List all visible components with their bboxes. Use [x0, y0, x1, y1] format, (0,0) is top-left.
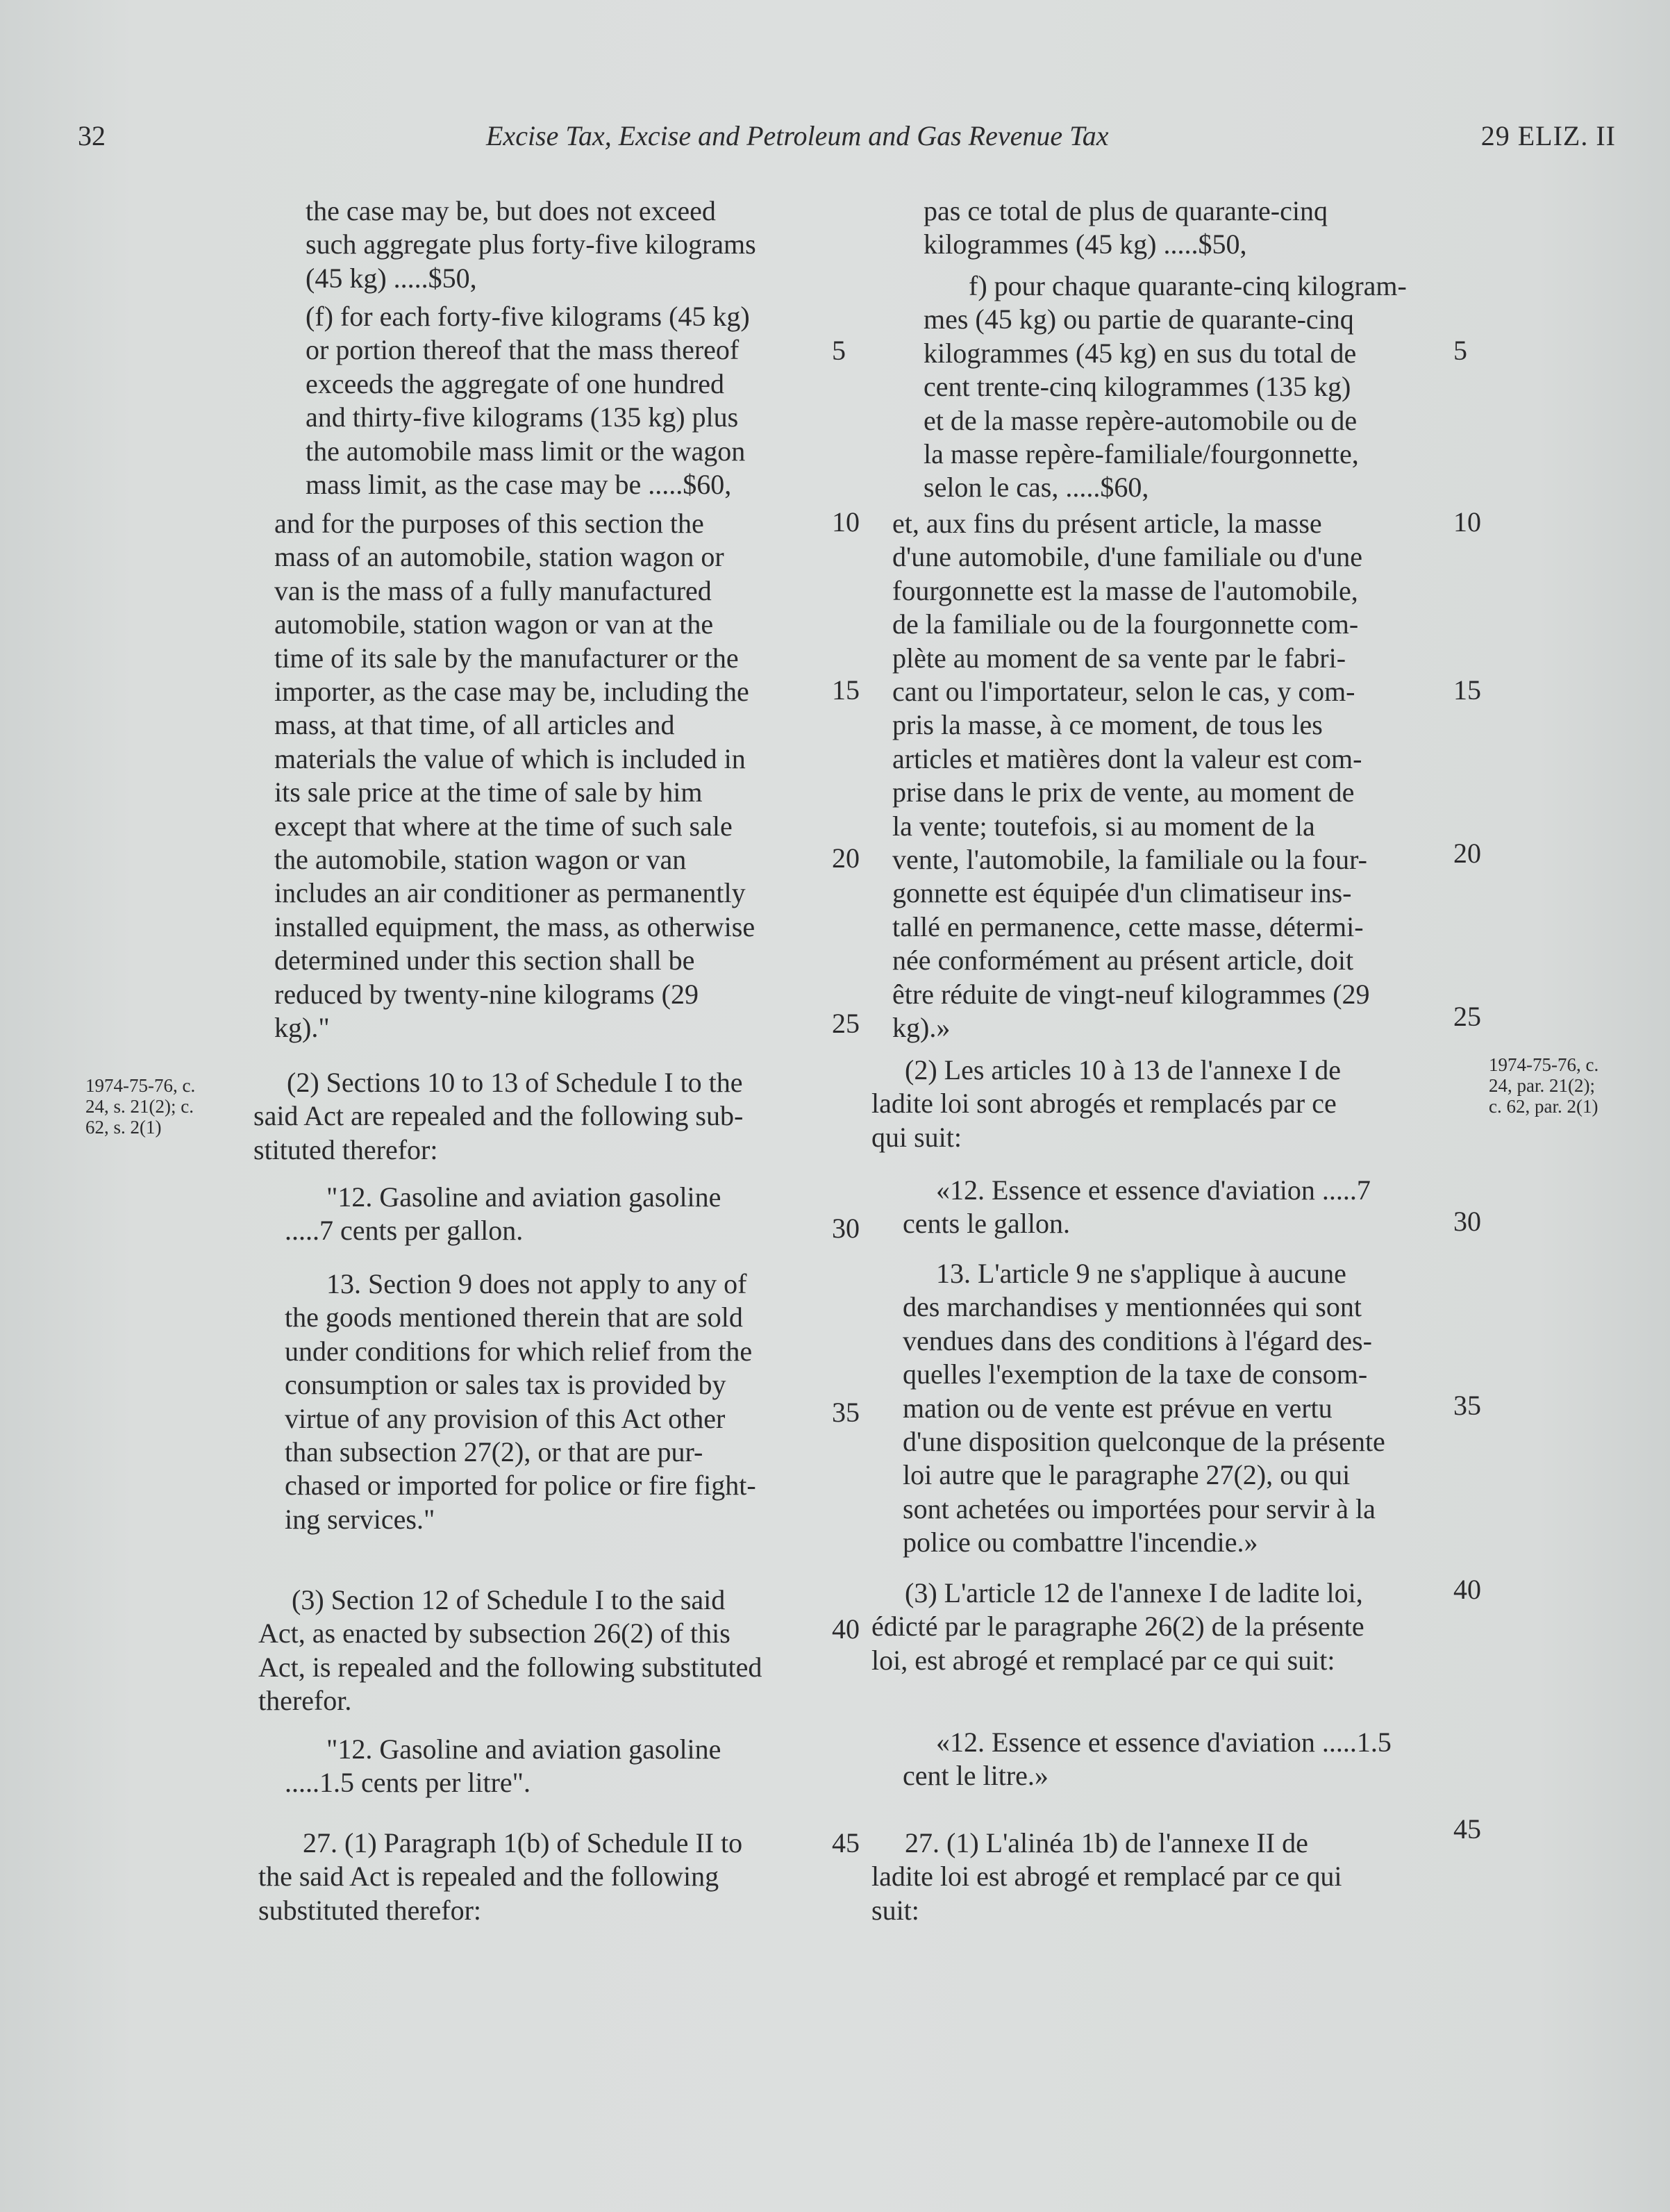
margin-note-en	[85, 1075, 238, 1138]
en-line: chased or imported for police or fire fight-	[285, 1470, 756, 1502]
margin-note-line: 1974-75-76, c.	[85, 1075, 196, 1096]
fr-line: de la familiale ou de la fourgonnette com-	[892, 608, 1359, 640]
fr-line: qui suit:	[871, 1121, 962, 1153]
en-line: installed equipment, the mass, as otherwise	[274, 910, 755, 942]
en-line: said Act are repealed and the following sub-	[253, 1100, 744, 1132]
line-number: 10	[1453, 506, 1481, 538]
margin-note-line: 24, par. 21(2);	[1489, 1075, 1595, 1096]
line-number: 15	[1453, 674, 1481, 706]
margin-note-fr	[1489, 1054, 1642, 1117]
fr-line: des marchandises y mentionnées qui sont	[903, 1291, 1362, 1323]
fr-line: mes (45 kg) ou partie de quarante-cinq	[924, 303, 1354, 335]
fr-line: police ou combattre l'incendie.»	[903, 1527, 1258, 1558]
en-subsection-3	[258, 1583, 835, 1718]
fr-line: ladite loi est abrogé et remplacé par ce qui	[871, 1861, 1342, 1893]
fr-line: d'une automobile, d'une familiale ou d'une	[892, 541, 1362, 573]
en-section-12-litre	[285, 1733, 833, 1800]
fr-line: articles et matières dont la valeur est com-	[892, 742, 1362, 774]
fr-line: gonnette est équipée d'un climatiseur ins-	[892, 877, 1352, 909]
fr-section-13	[903, 1257, 1451, 1560]
fr-line: loi autre que le paragraphe 27(2), ou qui	[903, 1459, 1351, 1491]
fr-line: vente, l'automobile, la familiale ou la four-	[892, 844, 1367, 876]
en-line: therefor.	[258, 1685, 352, 1717]
fr-line: plète au moment de sa vente par le fabri-	[892, 642, 1346, 674]
line-number: 30	[832, 1213, 860, 1244]
fr-line: sont achetées ou importées pour servir à la	[903, 1492, 1376, 1524]
fr-line: pris la masse, à ce moment, de tous les	[892, 709, 1323, 741]
en-line: .....7 cents per gallon.	[285, 1215, 524, 1247]
fr-line: la masse repère-familiale/fourgonnette,	[924, 438, 1359, 470]
fr-line: et de la masse repère-automobile ou de	[924, 404, 1358, 436]
fr-line: f) pour chaque quarante-cinq kilogram-	[969, 270, 1407, 301]
fr-line: tallé en permanence, cette masse, détermi-	[892, 910, 1364, 942]
fr-line: kilogrammes (45 kg) .....$50,	[924, 228, 1247, 260]
en-line: determined under this section shall be	[274, 945, 695, 976]
en-line: and thirty-five kilograms (135 kg) plus	[306, 401, 739, 433]
fr-line: selon le cas, .....$60,	[924, 472, 1149, 504]
en-line: time of its sale by the manufacturer or the	[274, 642, 739, 674]
fr-line: fourgonnette est la masse de l'automobile,	[892, 574, 1358, 606]
fr-section-12	[903, 1174, 1451, 1241]
en-line: includes an air conditioner as permanently	[274, 877, 746, 909]
line-number: 5	[832, 335, 846, 366]
running-title: Excise Tax, Excise and Petroleum and Gas Revenue Tax	[486, 120, 1109, 151]
fr-line: cent trente-cinq kilogrammes (135 kg)	[924, 371, 1351, 403]
fr-line: 13. L'article 9 ne s'applique à aucune	[936, 1258, 1346, 1289]
en-line: its sale price at the time of sale by him	[274, 776, 703, 808]
fr-line: et, aux fins du présent article, la masse	[892, 508, 1322, 539]
en-line: the said Act is repealed and the following	[258, 1861, 719, 1893]
line-number: 35	[1453, 1390, 1481, 1421]
en-line: reduced by twenty-nine kilograms (29	[274, 978, 699, 1010]
en-line: 13. Section 9 does not apply to any of	[326, 1268, 747, 1299]
fr-line: prise dans le prix de vente, au moment de	[892, 776, 1355, 808]
en-line: stituted therefor:	[253, 1133, 438, 1165]
en-line: mass limit, as the case may be .....$60,	[306, 469, 732, 501]
fr-section-27	[871, 1827, 1451, 1927]
fr-line: quelles l'exemption de la taxe de consom-	[903, 1358, 1368, 1390]
fr-line: pas ce total de plus de quarante-cinq	[924, 195, 1328, 226]
fr-line: vendues dans des conditions à l'égard des-	[903, 1324, 1372, 1356]
en-line: or portion thereof that the mass thereof	[306, 334, 740, 366]
en-line: than subsection 27(2), or that are pur-	[285, 1436, 703, 1468]
line-number: 20	[1453, 838, 1481, 869]
en-line: .....1.5 cents per litre".	[285, 1767, 531, 1799]
en-closing	[274, 507, 830, 1045]
en-line: and for the purposes of this section the	[274, 508, 704, 539]
en-line: Act, as enacted by subsection 26(2) of this	[258, 1618, 730, 1649]
fr-block1	[924, 194, 1451, 262]
line-number: 40	[1453, 1574, 1481, 1605]
en-line: (f) for each forty-five kilograms (45 kg)	[306, 301, 750, 332]
en-line: virtue of any provision of this Act other	[285, 1402, 726, 1434]
en-line: (3) Section 12 of Schedule I to the said	[292, 1584, 726, 1615]
en-section-27	[258, 1827, 835, 1927]
fr-line: (3) L'article 12 de l'annexe I de ladite loi,	[905, 1577, 1363, 1608]
fr-line: cant ou l'importateur, selon le cas, y com-	[892, 676, 1355, 708]
en-line: exceeds the aggregate of one hundred	[306, 367, 725, 399]
en-line: 27. (1) Paragraph 1(b) of Schedule II to	[303, 1827, 743, 1858]
line-number: 30	[1453, 1206, 1481, 1237]
fr-line: être réduite de vingt-neuf kilogrammes (29	[892, 978, 1370, 1010]
en-line: ing services."	[285, 1503, 435, 1535]
fr-line: «12. Essence et essence d'aviation .....1.5	[936, 1727, 1392, 1758]
en-line: consumption or sales tax is provided by	[285, 1369, 726, 1401]
line-number: 40	[832, 1613, 860, 1645]
en-section-13	[285, 1267, 833, 1536]
fr-subsection-3	[871, 1577, 1451, 1677]
en-line: the goods mentioned therein that are sold	[285, 1302, 743, 1333]
line-number: 45	[832, 1827, 860, 1858]
fr-line: kg).»	[892, 1012, 951, 1044]
line-number: 25	[1453, 1001, 1481, 1032]
fr-closing	[892, 507, 1451, 1045]
fr-line: ladite loi sont abrogés et remplacés par ce	[871, 1088, 1337, 1120]
margin-note-line: 24, s. 21(2); c.	[85, 1096, 194, 1117]
en-line: materials the value of which is included in	[274, 742, 746, 774]
fr-line: édicté par le paragraphe 26(2) de la présente	[871, 1611, 1364, 1643]
fr-subsection-2	[871, 1054, 1451, 1154]
en-line: mass of an automobile, station wagon or	[274, 541, 724, 573]
fr-line: «12. Essence et essence d'aviation .....7	[936, 1174, 1371, 1206]
fr-line: la vente; toutefois, si au moment de la	[892, 810, 1315, 842]
en-line: (2) Sections 10 to 13 of Schedule I to the	[287, 1067, 743, 1098]
en-line: Act, is repealed and the following substituted	[258, 1651, 762, 1683]
en-line: automobile, station wagon or van at the	[274, 608, 714, 640]
en-line: kg)."	[274, 1012, 330, 1044]
en-para-f	[306, 300, 833, 501]
regnal-year: 29 ELIZ. II	[1480, 120, 1616, 151]
margin-note-line: 1974-75-76, c.	[1489, 1054, 1599, 1075]
fr-line: mation ou de vente est prévue en vertu	[903, 1392, 1333, 1424]
margin-note-line: 62, s. 2(1)	[85, 1117, 162, 1138]
fr-line: kilogrammes (45 kg) en sus du total de	[924, 337, 1357, 369]
line-number: 10	[832, 506, 860, 538]
line-number: 25	[832, 1008, 860, 1039]
fr-line: suit:	[871, 1894, 919, 1926]
line-number: 5	[1453, 335, 1467, 366]
en-line: the automobile mass limit or the wagon	[306, 435, 746, 467]
fr-line: d'une disposition quelconque de la présente	[903, 1426, 1385, 1458]
en-line: the automobile, station wagon or van	[274, 844, 687, 876]
line-number: 45	[1453, 1813, 1481, 1845]
line-number: 15	[832, 674, 860, 706]
fr-para-f	[924, 269, 1451, 505]
fr-line: loi, est abrogé et remplacé par ce qui suit:	[871, 1644, 1335, 1676]
en-line: "12. Gasoline and aviation gasoline	[326, 1733, 721, 1765]
en-section-12	[285, 1181, 833, 1248]
margin-note-line: c. 62, par. 2(1)	[1489, 1096, 1598, 1117]
fr-line: 27. (1) L'alinéa 1b) de l'annexe II de	[905, 1827, 1308, 1858]
en-line: importer, as the case may be, including the	[274, 676, 749, 708]
line-number: 20	[832, 842, 860, 874]
en-line: under conditions for which relief from the	[285, 1335, 753, 1367]
fr-line: (2) Les articles 10 à 13 de l'annexe I de	[905, 1054, 1342, 1086]
en-line: van is the mass of a fully manufactured	[274, 574, 712, 606]
fr-line: née conformément au présent article, doit	[892, 945, 1354, 976]
en-line: "12. Gasoline and aviation gasoline	[326, 1181, 721, 1213]
fr-section-12-litre	[903, 1726, 1451, 1793]
en-subsection-2	[253, 1066, 830, 1167]
en-line: substituted therefor:	[258, 1894, 482, 1926]
fr-line: cent le litre.»	[903, 1760, 1049, 1792]
page-number: 32	[78, 120, 106, 151]
en-block1	[306, 194, 833, 295]
en-line: the case may be, but does not exceed	[306, 195, 716, 226]
en-line: such aggregate plus forty-five kilograms	[306, 228, 756, 260]
fr-line: cents le gallon.	[903, 1208, 1071, 1240]
line-number: 35	[832, 1397, 860, 1428]
en-line: except that where at the time of such sale	[274, 810, 733, 842]
en-line: (45 kg) .....$50,	[306, 262, 477, 294]
en-line: mass, at that time, of all articles and	[274, 709, 675, 741]
